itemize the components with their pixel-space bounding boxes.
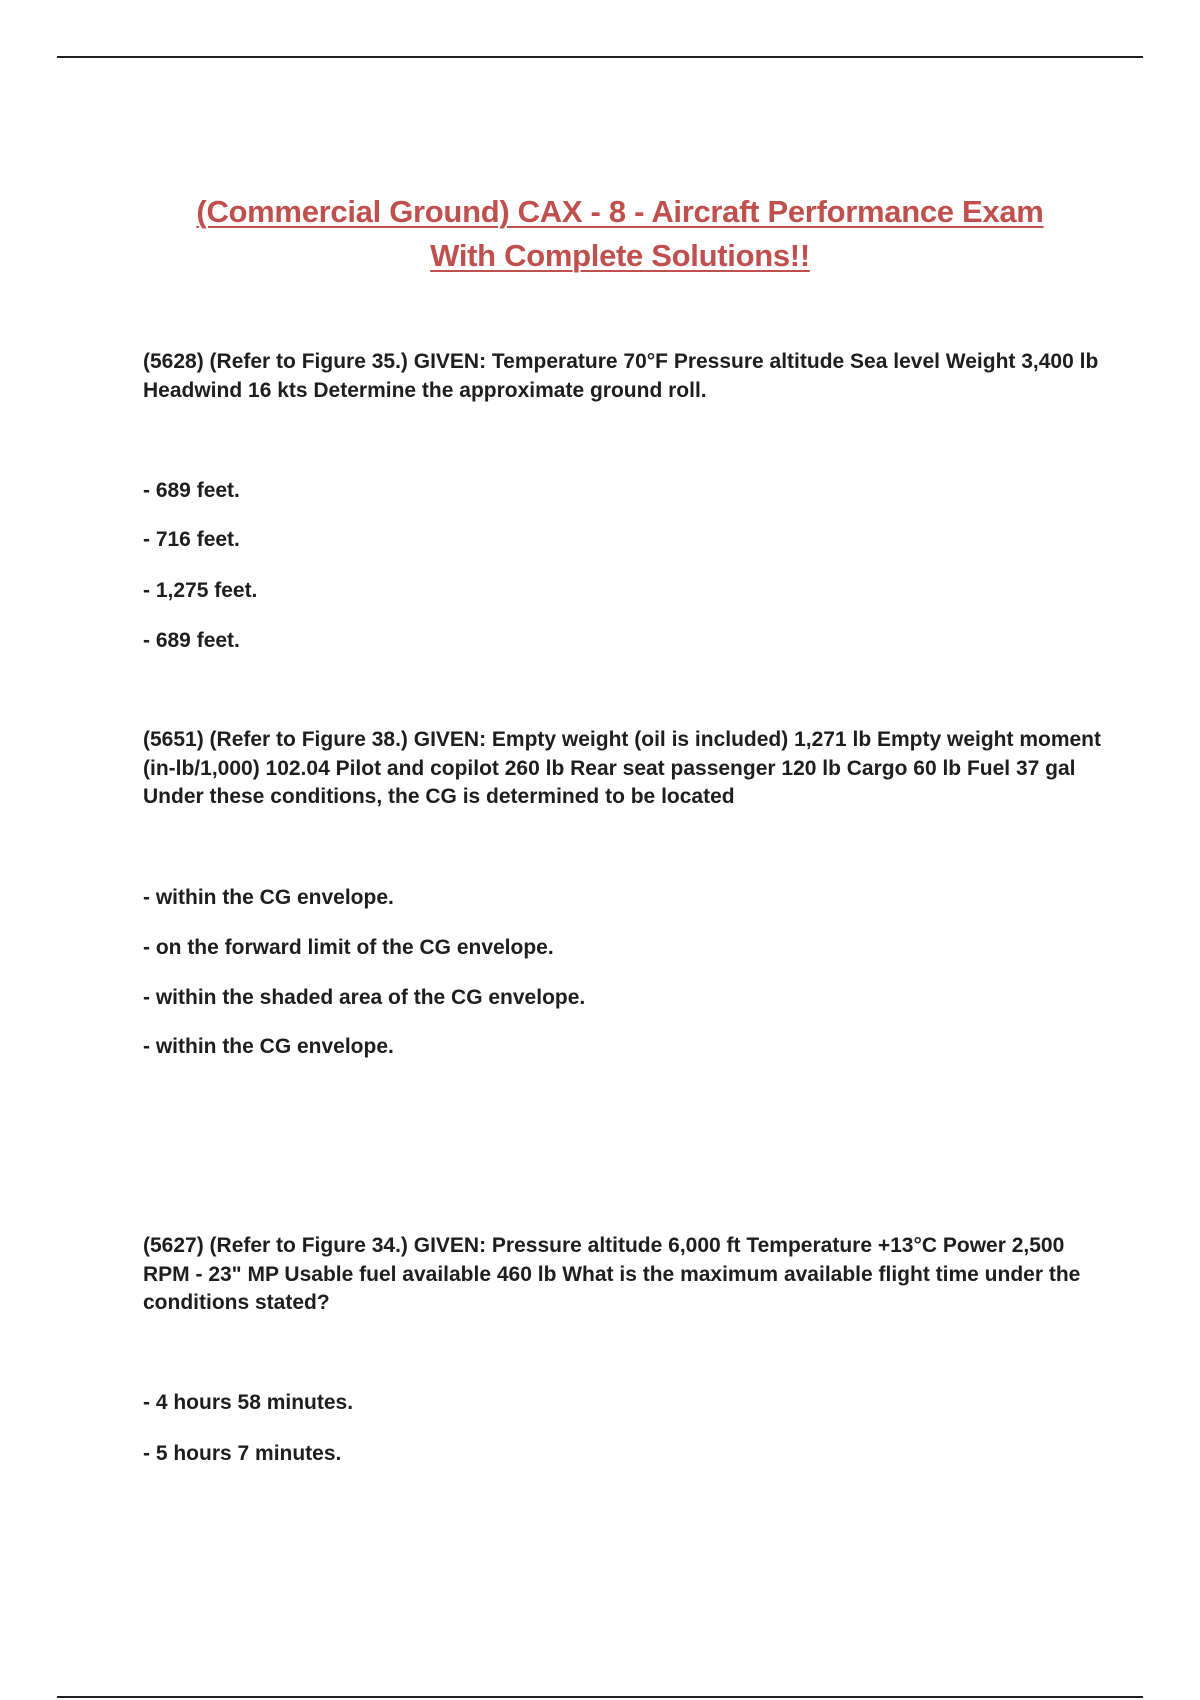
header-rule [57, 56, 1143, 58]
answer-option: - within the CG envelope. [143, 886, 394, 909]
question-text: (5627) (Refer to Figure 34.) GIVEN: Pressure altitude 6,000 ft Temperature +13°C Power 2,500 RPM - 23" MP Usable fuel available 460 lb What is the maximum available flight time under the conditions stated? [143, 1234, 1081, 1314]
document-title [100, 190, 1140, 278]
document-title-line-2: With Complete Solutions!! [430, 238, 810, 273]
answer-option: - within the shaded area of the CG envelope. [143, 986, 586, 1009]
answer-option: - 689 feet. [143, 629, 240, 652]
answer-option: - 716 feet. [143, 528, 240, 551]
answer-option: - on the forward limit of the CG envelope. [143, 936, 554, 959]
footer-rule [57, 1696, 1143, 1698]
answer-option: - 689 feet. [143, 479, 240, 502]
answer-option: - 4 hours 58 minutes. [143, 1391, 354, 1414]
answer-option: - 1,275 feet. [143, 579, 258, 602]
question-text: (5628) (Refer to Figure 35.) GIVEN: Temperature 70°F Pressure altitude Sea level Weight 3,400 lb Headwind 16 kts Determine the approximate ground roll. [143, 350, 1099, 402]
answer-option: - within the CG envelope. [143, 1035, 394, 1058]
answer-option: - 5 hours 7 minutes. [143, 1442, 342, 1465]
document-title-line-1: (Commercial Ground) CAX - 8 - Aircraft Performance Exam [196, 194, 1044, 229]
question-text: (5651) (Refer to Figure 38.) GIVEN: Empty weight (oil is included) 1,271 lb Empty weight moment (in-lb/1,000) 102.04 Pilot and copilot 260 lb Rear seat passenger 120 lb Cargo 60 lb Fuel 37 gal Under these conditions, the CG is determined to be located [143, 728, 1101, 808]
